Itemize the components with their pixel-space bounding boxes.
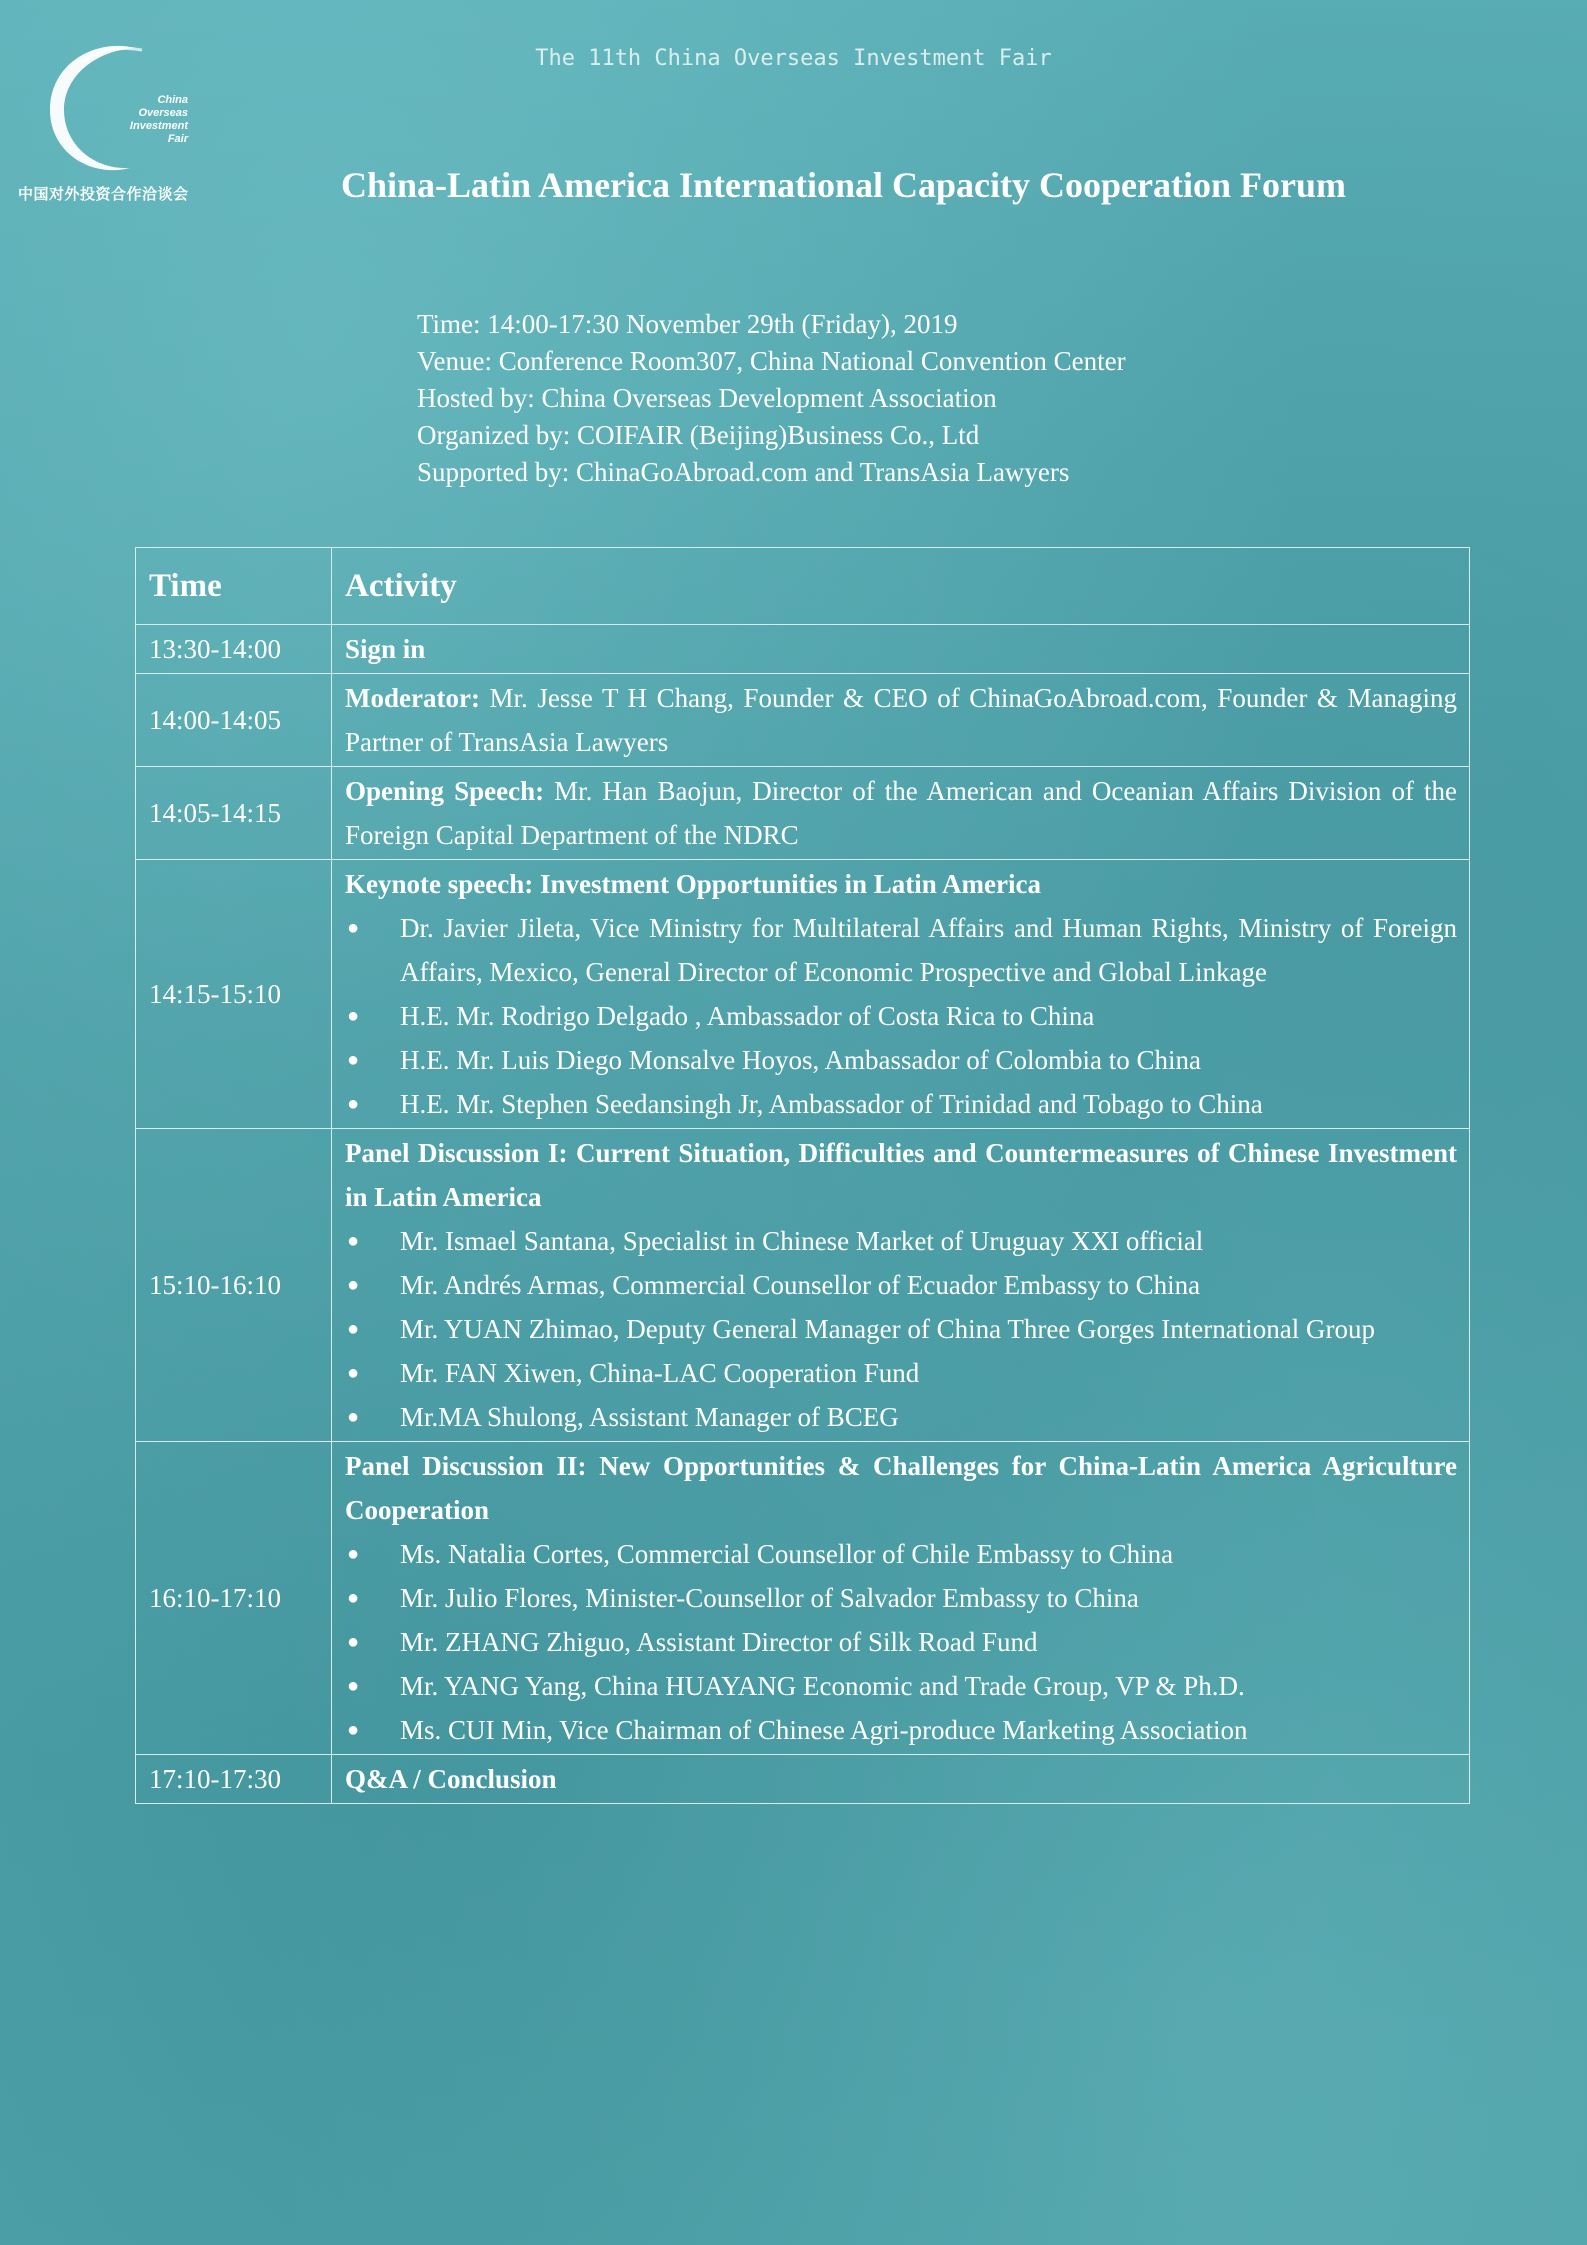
speaker-item: ● Mr. FAN Xiwen, China-LAC Cooperation Fund [345,1351,1457,1395]
activity-paragraph [345,769,1464,857]
activity-paragraph [345,1757,1457,1801]
info-venue: Venue: Conference Room307, China National Convention Center [417,346,1126,376]
row-time: 15:10-16:10 [136,1129,332,1442]
row-time: 13:30-14:00 [136,625,332,674]
row-activity [332,1442,1470,1755]
speaker-item: ● H.E. Mr. Luis Diego Monsalve Hoyos, Ambassador of Colombia to China [345,1038,1457,1082]
info-supported-by: Supported by: ChinaGoAbroad.com and TransAsia Lawyers [417,457,1070,487]
event-name: The 11th China Overseas Investment Fair [535,46,1052,71]
activity-lead: Moderator: [345,683,480,713]
event-info [417,306,1126,491]
activity-lead: Keynote speech: Investment Opportunities in Latin America [345,869,1041,899]
row-time: 14:00-14:05 [136,674,332,767]
forum-title: China-Latin America International Capacity Cooperation Forum [341,165,1346,205]
info-organized-by: Organized by: COIFAIR (Beijing)Business Co., Ltd [417,420,980,450]
activity-lead: Panel Discussion I: Current Situation, Difficulties and Countermeasures of Chinese Investment in Latin America [345,1138,1457,1212]
activity-lead: Opening Speech: [345,776,545,806]
row-activity [332,625,1470,674]
table-row [136,625,1470,674]
activity-lead: Sign in [345,634,426,664]
activity-paragraph [345,1131,1457,1219]
activity-paragraph [345,1444,1457,1532]
row-activity [332,1755,1470,1804]
logo-text-line: China [157,94,188,106]
speaker-item: ● Dr. Javier Jileta, Vice Ministry for Multilateral Affairs and Human Rights, Ministry of Foreign Affairs, Mexico, General Director of Economic Prospective and Global Linkage [345,906,1457,994]
speaker-list [345,1219,1457,1439]
activity-paragraph [345,676,1464,764]
logo-text [88,94,188,146]
header-time: Time [136,548,332,625]
activity-lead: Panel Discussion II: New Opportunities & Challenges for China-Latin America Agriculture Cooperation [345,1451,1457,1525]
activity-text: Mr. Jesse T H Chang, Founder & CEO of ChinaGoAbroad.com, Founder & Managing Partner of TransAsia Lawyers [345,683,1464,757]
info-time: Time: 14:00-17:30 November 29th (Friday), 2019 [417,309,958,339]
row-activity [332,767,1470,860]
speaker-list [345,1532,1457,1752]
activity-lead: Q&A / Conclusion [345,1764,557,1794]
row-activity [332,674,1470,767]
table-row [136,674,1470,767]
speaker-item: ● Ms. CUI Min, Vice Chairman of Chinese Agri-produce Marketing Association [345,1708,1457,1752]
info-hosted-by: Hosted by: China Overseas Development Association [417,383,997,413]
table-row [136,767,1470,860]
activity-paragraph [345,862,1457,906]
speaker-list [345,906,1457,1126]
row-activity [332,860,1470,1129]
logo-text-line: Investment [129,120,188,132]
row-time: 14:05-14:15 [136,767,332,860]
activity-text: Mr. Han Baojun, Director of the American and Oceanian Affairs Division of the Foreign Capital Department of the NDRC [345,776,1464,850]
speaker-item: ● Mr. Julio Flores, Minister-Counsellor of Salvador Embassy to China [345,1576,1457,1620]
header-activity: Activity [332,548,1470,625]
table-row [136,1755,1470,1804]
speaker-item: ● Ms. Natalia Cortes, Commercial Counsellor of Chile Embassy to China [345,1532,1457,1576]
table-header-row [136,548,1470,625]
speaker-item: ● Mr. Ismael Santana, Specialist in Chinese Market of Uruguay XXI official [345,1219,1457,1263]
speaker-item: ● Mr. ZHANG Zhiguo, Assistant Director of Silk Road Fund [345,1620,1457,1664]
speaker-item: ● Mr. Andrés Armas, Commercial Counsellor of Ecuador Embassy to China [345,1263,1457,1307]
speaker-item: ● Mr.MA Shulong, Assistant Manager of BCEG [345,1395,1457,1439]
speaker-item: ● Mr. YUAN Zhimao, Deputy General Manager of China Three Gorges International Group [345,1307,1457,1351]
logo-chinese-name: 中国对外投资合作洽谈会 [18,185,189,203]
table-row [136,1442,1470,1755]
speaker-item: ● Mr. YANG Yang, China HUAYANG Economic and Trade Group, VP & Ph.D. [345,1664,1457,1708]
table-row [136,1129,1470,1442]
row-time: 16:10-17:10 [136,1442,332,1755]
speaker-item: ● H.E. Mr. Stephen Seedansingh Jr, Ambassador of Trinidad and Tobago to China [345,1082,1457,1126]
logo-text-line: Fair [167,133,188,145]
table-row [136,860,1470,1129]
row-activity [332,1129,1470,1442]
row-time: 17:10-17:30 [136,1755,332,1804]
row-time: 14:15-15:10 [136,860,332,1129]
agenda-table [135,547,1470,1804]
logo-text-line: Overseas [138,107,188,119]
activity-paragraph [345,627,1457,671]
speaker-item: ● H.E. Mr. Rodrigo Delgado , Ambassador of Costa Rica to China [345,994,1457,1038]
